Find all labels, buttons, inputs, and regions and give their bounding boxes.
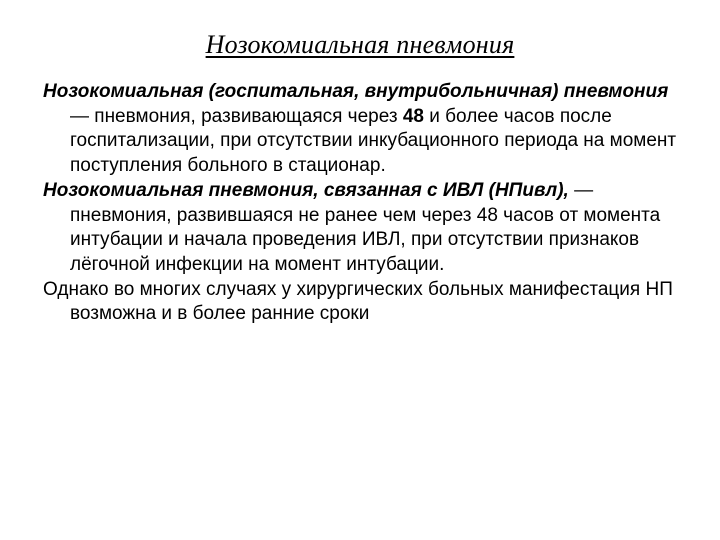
definition-text-ventilator: — пневмония, развившаяся не ранее чем через 48 часов от момента интубации и начала проведения ИВЛ, при отсутствии признаков лёгочной инфекции на момент интубации. — [70, 179, 661, 275]
definition-text-part-2: и более часов после госпитализации, при отсутствии инкубационного периода на момент поступления больного в стационар. — [70, 105, 677, 177]
term-nosocomial-pneumonia: Нозокомиальная (госпитальная, внутрибольничная) пневмония — [43, 81, 669, 102]
definition-paragraph-1 — [43, 80, 683, 179]
slide-title: Нозокомиальная пневмония — [205, 30, 515, 59]
term-ventilator-pneumonia: Нозокомиальная пневмония, связанная с ИВЛ (НПивл), — [43, 179, 569, 201]
definition-paragraph-2 — [43, 179, 683, 278]
note-paragraph: Однако во многих случаях у хирургических больных манифестация НП возможна и в более ранние сроки — [43, 278, 673, 325]
slide-body — [43, 80, 683, 327]
hours-number: 48 — [402, 105, 424, 127]
definition-text-part-1: — пневмония, развивающаяся через — [70, 105, 403, 127]
